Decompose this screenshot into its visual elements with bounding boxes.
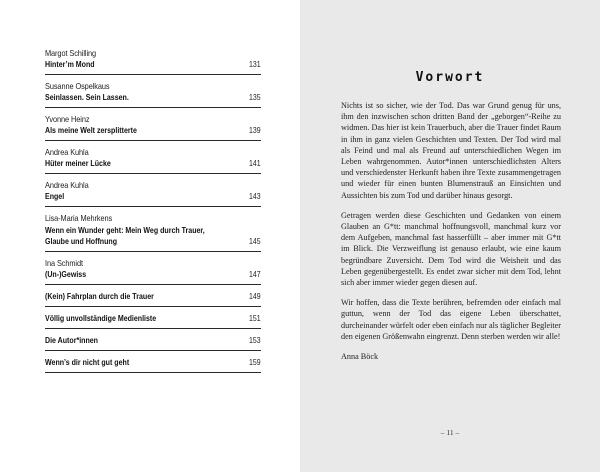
foreword-paragraph: Getragen werden diese Geschichten und Gedanken von einem Glauben an G*tt: manchmal hoffnungsvoll, manchmal kurz vor dem Aufgeben, manchmal fast hasserfüllt – aber immer mit G*tt im Blick. Die Verzweiflung ist genauso erlaubt, wie eine kaum begründbare Zuversicht. Dem Tod wird die Weisheit und das Leben gegenübergestellt. Es endet zwar sicher mit dem Tod, lehnt sich aber immer wieder gegen diesen auf.	[341, 210, 561, 288]
toc-entry[interactable]	[45, 147, 261, 174]
toc-author: Lisa-Maria Mehrkens	[45, 213, 113, 223]
toc-entry[interactable]	[45, 81, 261, 108]
foreword-signature: Anna Böck	[341, 352, 379, 362]
toc-page-number: 151	[249, 314, 261, 323]
toc-title: (Kein) Fahrplan durch die Trauer	[45, 291, 154, 301]
toc-entry[interactable]	[45, 313, 261, 329]
toc-author: Ina Schmidt	[45, 258, 83, 268]
foreword-paragraph: Nichts ist so sicher, wie der Tod. Das war Grund genug für uns, ihm den inzwischen schon dritten Band der „geborgen“-Reihe zu widmen. Das hier ist kein Trauerbuch, aber die Trauer findet Raum in ihm in ganz vielen Geschichten und Texten. Der Tod wird mal als Feind und mal als Freund auf unterschiedlichen Wegen im Leben wahrgenommen. Autor*innen unterschiedlichsten Alters und verschiedenster Herkunft haben ihre Texte zusammengetragen und wieder für einen bunten Blumenstrauß an Einsichten und Aussichten bis zum Tod und darüber hinaus gesorgt.	[341, 101, 561, 200]
right-page	[300, 0, 600, 472]
toc-entry[interactable]	[45, 357, 261, 373]
table-of-contents	[45, 48, 261, 379]
toc-entry[interactable]	[45, 48, 261, 75]
toc-entry[interactable]	[45, 114, 261, 141]
toc-page-number: 141	[249, 159, 261, 168]
toc-author: Susanne Ospelkaus	[45, 81, 110, 91]
page-number: – 11 –	[440, 428, 460, 437]
toc-entry[interactable]	[45, 213, 261, 252]
toc-page-number: 153	[249, 336, 261, 345]
toc-entry[interactable]	[45, 258, 261, 285]
toc-title: Die Autor*innen	[45, 335, 98, 345]
toc-title: (Un-)Gewiss	[45, 269, 87, 279]
toc-title: Hüter meiner Lücke	[45, 158, 111, 168]
toc-author: Margot Schilling	[45, 48, 97, 58]
toc-page-number: 159	[249, 358, 261, 367]
page-title: Vorwort	[415, 70, 485, 85]
toc-page-number: 139	[249, 126, 261, 135]
toc-page-number: 149	[249, 292, 261, 301]
toc-author: Andrea Kuhla	[45, 180, 89, 190]
toc-title: Seinlassen. Sein Lassen.	[45, 92, 129, 102]
toc-title: Hinter’m Mond	[45, 59, 95, 69]
toc-title: Engel	[45, 191, 65, 201]
foreword-paragraph: Wir hoffen, dass die Texte berühren, befremden oder einfach mal guttun, wenn der Tod das eigene Leben überschattet, durcheinander würfelt oder eben einfach nur als täglicher Begleiter den eigenen Größenwahn eingrenzt. Denn sterben werden wir alle!	[341, 298, 561, 341]
toc-entry[interactable]	[45, 180, 261, 207]
toc-author: Yvonne Heinz	[45, 114, 90, 124]
toc-page-number: 135	[249, 93, 261, 102]
toc-title: Als meine Welt zersplitterte	[45, 125, 137, 135]
toc-title: Wenn ein Wunder geht: Mein Weg durch Trauer,	[45, 225, 205, 235]
toc-title-continued: Glaube und Hoffnung	[45, 236, 118, 246]
toc-page-number: 147	[249, 270, 261, 279]
toc-title: Völlig unvollständige Medienliste	[45, 313, 157, 323]
toc-author: Andrea Kuhla	[45, 147, 89, 157]
toc-entry[interactable]	[45, 291, 261, 307]
foreword-body	[341, 100, 561, 371]
toc-title: Wenn’s dir nicht gut geht	[45, 357, 130, 367]
toc-entry[interactable]	[45, 335, 261, 351]
toc-page-number: 143	[249, 192, 261, 201]
toc-page-number: 131	[249, 60, 261, 69]
toc-page-number: 145	[249, 237, 261, 246]
